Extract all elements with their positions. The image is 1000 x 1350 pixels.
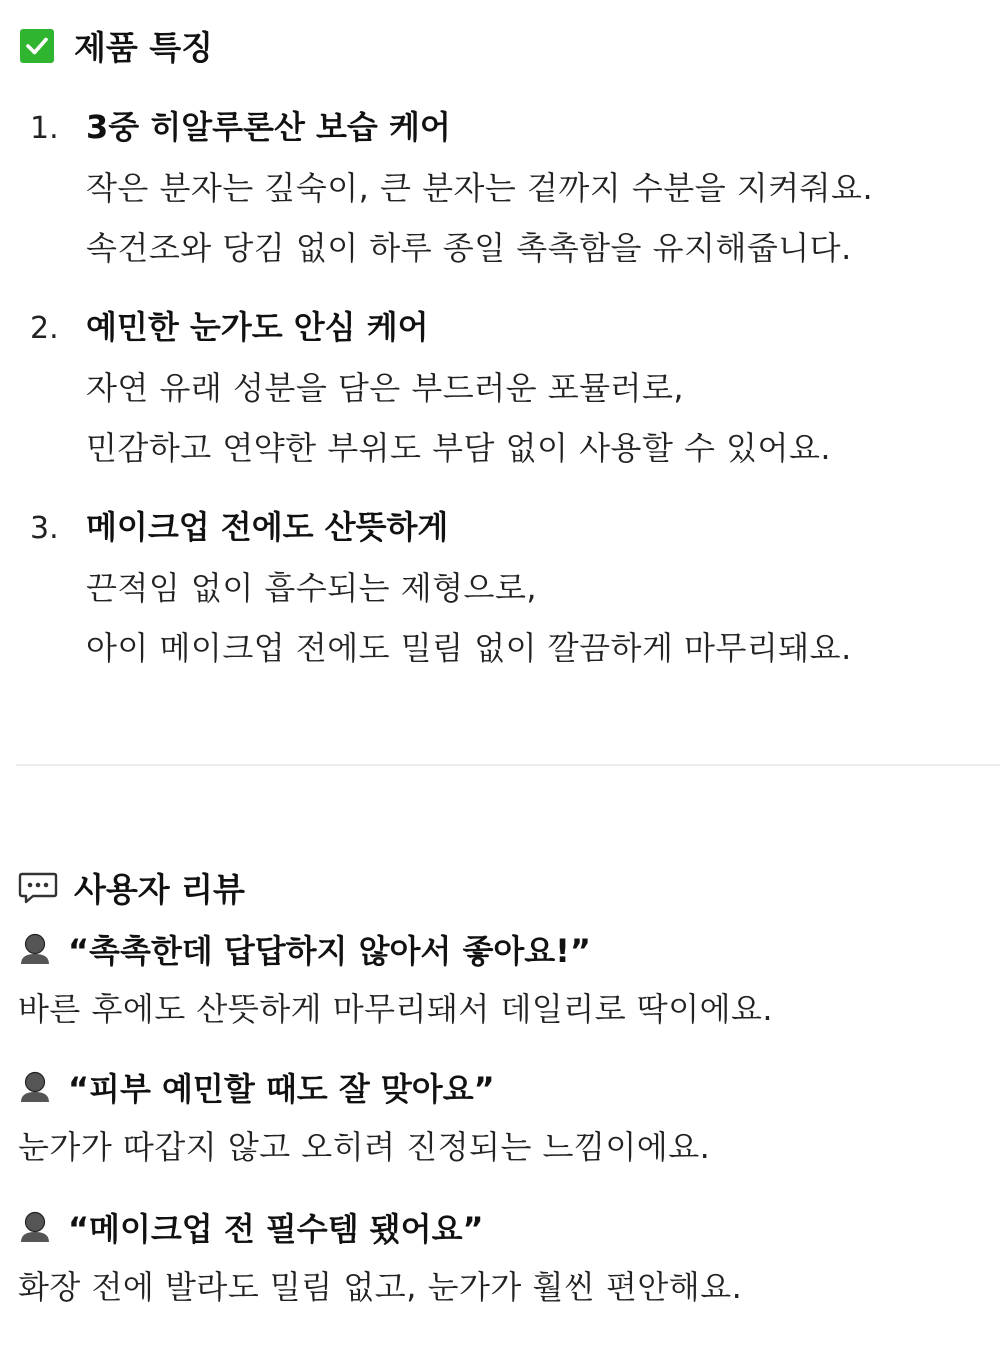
feature-title: 3중 히알루론산 보습 케어 [86, 108, 451, 146]
review-title: “촉촉한데 답답하지 않아서 좋아요!” [68, 932, 591, 970]
review-body: 눈가가 따갑지 않고 오히려 진정되는 느낌이에요. [18, 1128, 711, 1166]
review-title: “피부 예민할 때도 잘 맞아요” [68, 1070, 495, 1108]
section-divider [16, 764, 1000, 766]
review-body: 바른 후에도 산뜻하게 마무리돼서 데일리로 딱이에요. [18, 990, 774, 1028]
feature-description-line: 아이 메이크업 전에도 밀림 없이 깔끔하게 마무리돼요. [86, 629, 852, 667]
reviews-heading [18, 864, 245, 911]
review-title: “메이크업 전 필수템 됐어요” [68, 1210, 484, 1248]
person-silhouette-icon [18, 932, 52, 966]
feature-number: 1. [30, 111, 59, 146]
feature-description-line: 자연 유래 성분을 담은 부드러운 포뮬러로, [86, 369, 685, 407]
feature-number: 2. [30, 311, 59, 346]
speech-bubble-icon [18, 871, 58, 905]
person-silhouette-icon [18, 1210, 52, 1244]
feature-title: 메이크업 전에도 산뜻하게 [86, 508, 449, 546]
feature-number: 3. [30, 511, 59, 546]
check-mark-button-icon [20, 29, 54, 63]
feature-description-line: 민감하고 연약한 부위도 부담 없이 사용할 수 있어요. [86, 429, 832, 467]
feature-title: 예민한 눈가도 안심 케어 [86, 308, 429, 346]
reviews-title: 사용자 리뷰 [74, 870, 245, 909]
feature-description-line: 속건조와 당김 없이 하루 종일 촉촉함을 유지해줍니다. [86, 229, 852, 267]
review-body: 화장 전에 발라도 밀림 없고, 눈가가 훨씬 편안해요. [18, 1268, 743, 1306]
features-heading [20, 22, 213, 69]
person-silhouette-icon [18, 1070, 52, 1104]
feature-description-line: 작은 분자는 깊숙이, 큰 분자는 겉까지 수분을 지켜줘요. [86, 169, 874, 207]
features-title: 제품 특징 [74, 28, 214, 67]
feature-description-line: 끈적임 없이 흡수되는 제형으로, [86, 569, 538, 607]
